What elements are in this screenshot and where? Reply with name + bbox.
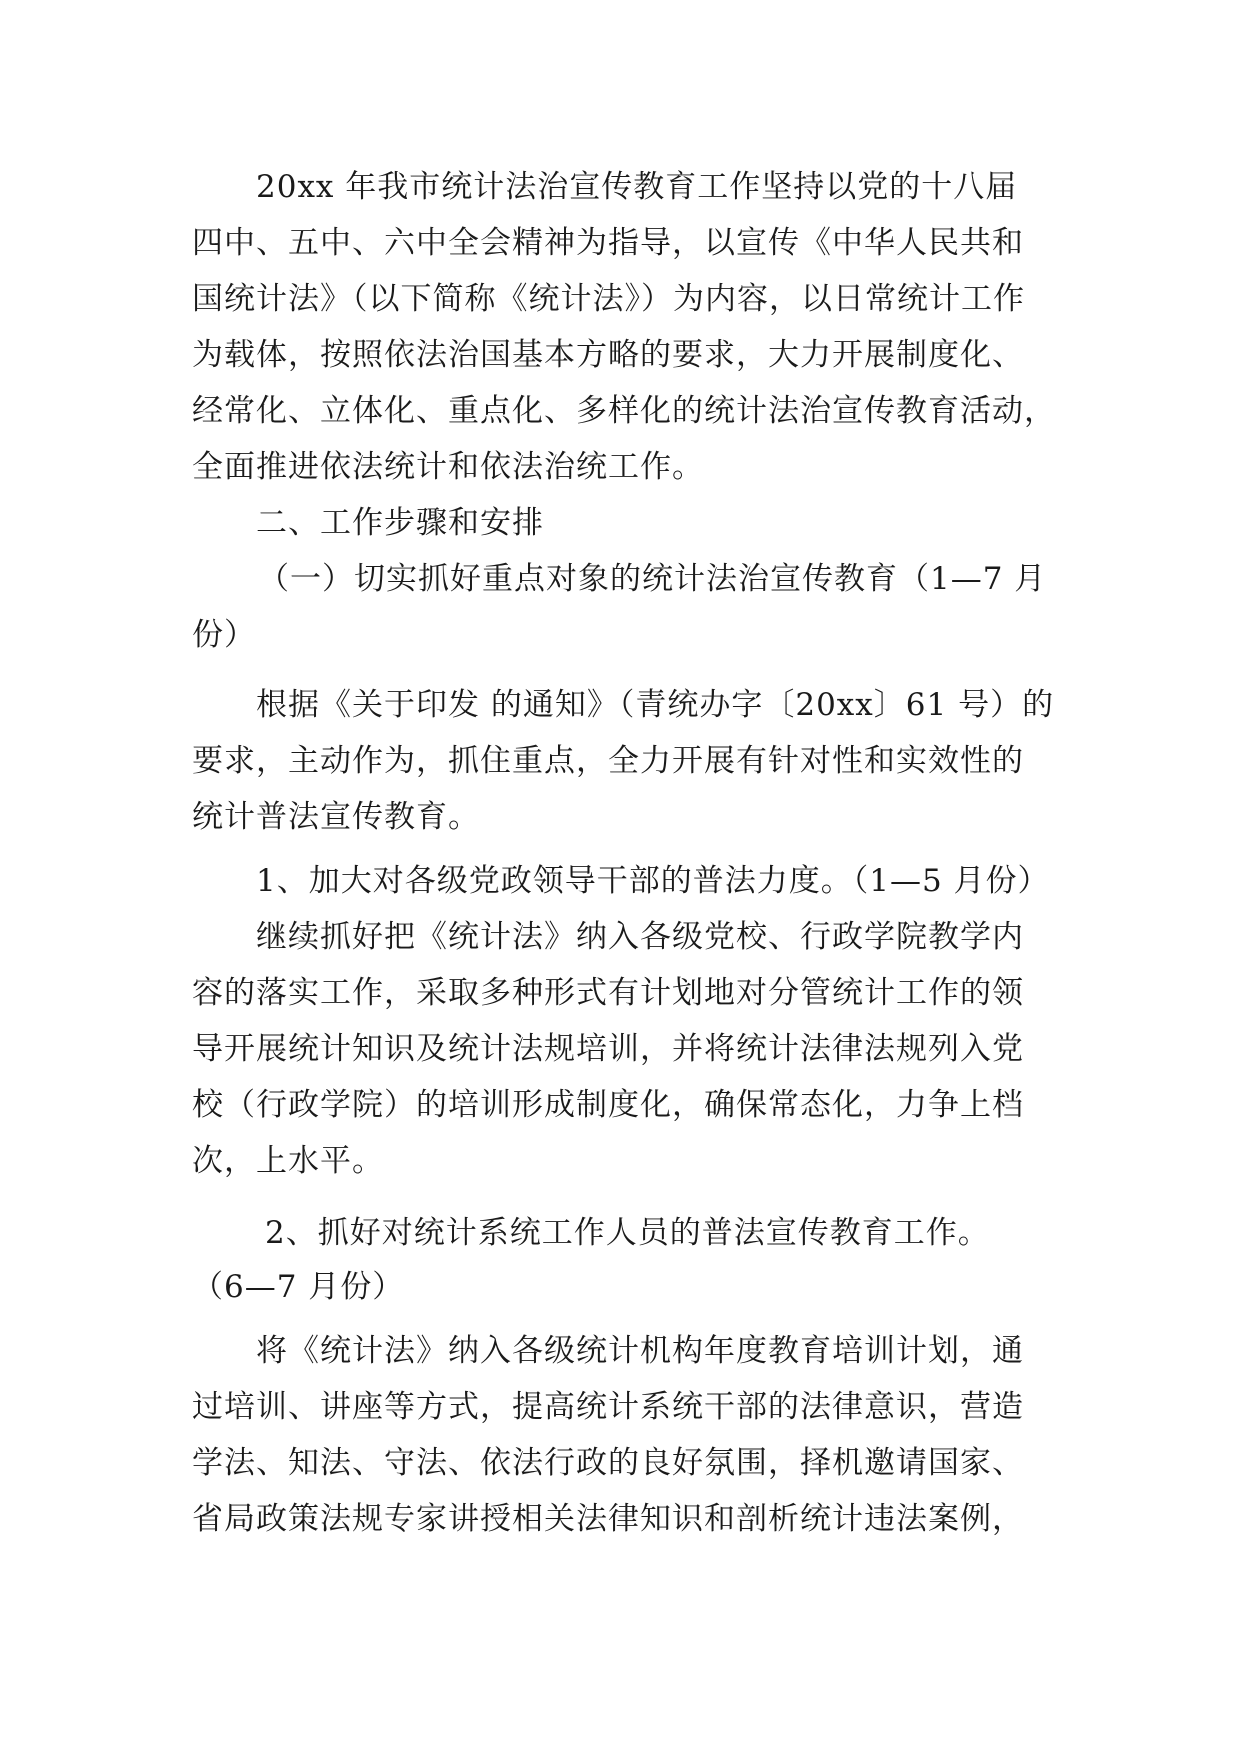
text-line: 统计普法宣传教育。 [192, 799, 480, 835]
item-heading: 1、加大对各级党政领导干部的普法力度。（1—5 月份） [256, 863, 1050, 899]
text-line: 继续抓好把《统计法》纳入各级党校、行政学院教学内 [256, 919, 1024, 955]
text-line: （6—7 月份） [192, 1269, 405, 1305]
text-line: 经常化、立体化、重点化、多样化的统计法治宣传教育活动， [192, 393, 1056, 429]
text-line: 省局政策法规专家讲授相关法律知识和剖析统计违法案例， [192, 1501, 1024, 1537]
text-line: 学法、知法、守法、依法行政的良好氛围，择机邀请国家、 [192, 1445, 1024, 1481]
text-line: 为载体，按照依法治国基本方略的要求，大力开展制度化、 [192, 337, 1024, 373]
subsection-heading: （一）切实抓好重点对象的统计法治宣传教育（1—7 月 [258, 561, 1047, 597]
text-line: 容的落实工作，采取多种形式有计划地对分管统计工作的领 [192, 975, 1024, 1011]
section-heading: 二、工作步骤和安排 [256, 505, 544, 541]
text-line: 校（行政学院）的培训形成制度化，确保常态化，力争上档 [192, 1087, 1024, 1123]
text-line: 份） [192, 617, 256, 653]
text-line: 四中、五中、六中全会精神为指导，以宣传《中华人民共和 [192, 225, 1024, 261]
text-line: 过培训、讲座等方式，提高统计系统干部的法律意识，营造 [192, 1389, 1024, 1425]
text-line: 次，上水平。 [192, 1143, 384, 1179]
text-line: 根据《关于印发 的通知》（青统办字〔20xx〕61 号）的 [256, 687, 1055, 723]
text-line: 导开展统计知识及统计法规培训，并将统计法律法规列入党 [192, 1031, 1024, 1067]
text-line: 将《统计法》纳入各级统计机构年度教育培训计划，通 [256, 1333, 1024, 1369]
item-heading: 2、抓好对统计系统工作人员的普法宣传教育工作。 [265, 1215, 990, 1251]
text-line: 要求，主动作为，抓住重点，全力开展有针对性和实效性的 [192, 743, 1024, 779]
text-line: 20xx 年我市统计法治宣传教育工作坚持以党的十八届 [256, 169, 1018, 205]
text-line: 全面推进依法统计和依法治统工作。 [192, 449, 704, 485]
text-line: 国统计法》（以下简称《统计法》）为内容，以日常统计工作 [192, 281, 1025, 317]
